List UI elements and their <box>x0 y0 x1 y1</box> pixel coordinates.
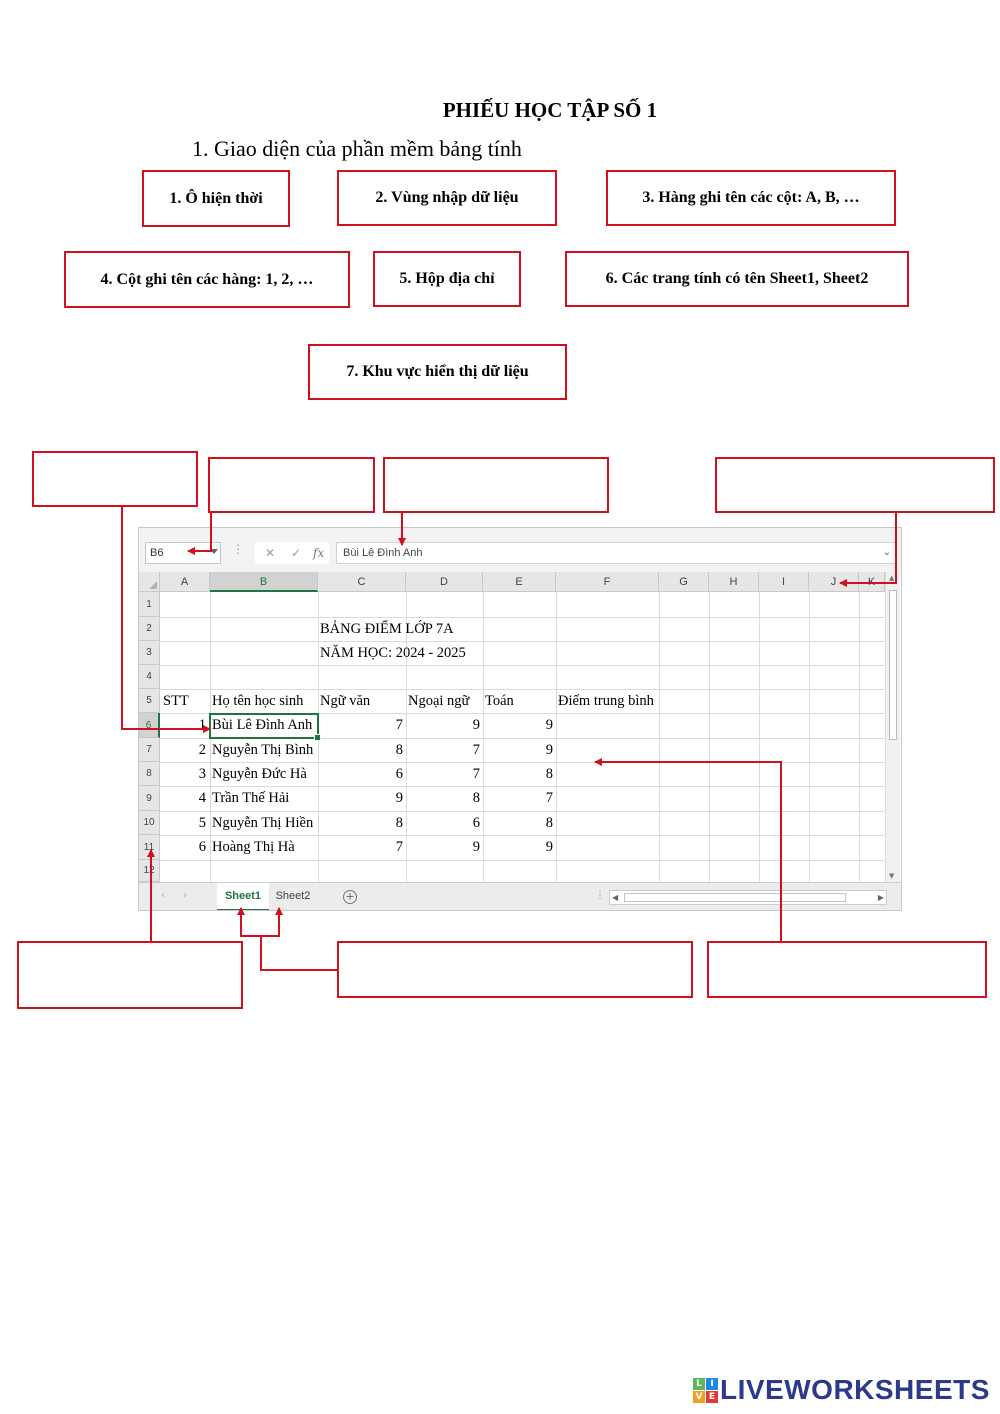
cell-stt: 1 <box>198 717 206 733</box>
chevron-left-icon: ◀ <box>612 893 619 902</box>
scroll-thumb <box>624 893 846 902</box>
cell-grid <box>139 572 885 882</box>
cell-ngoai-ngu: 7 <box>472 766 480 782</box>
cell-ngoai-ngu: 7 <box>472 742 480 758</box>
cell-toan: 8 <box>545 766 553 782</box>
logo-text: LIVEWORKSHEETS <box>720 1374 990 1405</box>
cell-ngoai-ngu: 9 <box>472 839 480 855</box>
formula-text: Bùi Lê Đình Anh <box>343 547 423 559</box>
cell-toan: 7 <box>545 790 553 806</box>
logo-letter: V <box>693 1391 705 1403</box>
drop-zone-2[interactable] <box>208 457 375 513</box>
answer-label-row-header[interactable]: 4. Cột ghi tên các hàng: 1, 2, … <box>64 251 350 308</box>
check-icon: ✓ <box>291 546 302 560</box>
gridline <box>160 617 885 618</box>
row-header-10: 10 <box>139 811 160 835</box>
cell-stt: 5 <box>198 815 206 831</box>
sheet-tab-bar <box>139 882 902 911</box>
row-header-12: 12 <box>139 860 160 882</box>
logo-icon <box>693 1378 717 1402</box>
horizontal-scrollbar <box>609 890 887 905</box>
cell-stt: 3 <box>198 766 206 782</box>
column-header-e: E <box>483 572 556 592</box>
gridline <box>160 641 885 642</box>
chevron-right-icon: ▶ <box>877 893 884 902</box>
formula-input <box>336 542 896 564</box>
chevron-down-icon <box>210 549 218 554</box>
column-header-b: B <box>210 572 318 592</box>
column-header-d: D <box>406 572 483 592</box>
cell-name: Hoàng Thị Hà <box>212 839 295 855</box>
gridline <box>160 665 885 666</box>
drop-zone-6[interactable] <box>337 941 693 998</box>
column-header-h: H <box>709 572 759 592</box>
column-header-k: K <box>859 572 885 592</box>
row-header-2: 2 <box>139 617 160 641</box>
formula-icons <box>255 542 329 564</box>
cell-toan: 8 <box>545 815 553 831</box>
vertical-scrollbar <box>885 572 900 882</box>
cell-name: Nguyễn Thị Bình <box>212 742 314 758</box>
worksheet-subtitle: 1. Giao diện của phần mềm bảng tính <box>192 136 522 161</box>
cell-ngoai-ngu: 8 <box>472 790 480 806</box>
header-diem-tb: Điểm trung bình <box>558 693 654 709</box>
cell-van: 8 <box>395 815 403 831</box>
tab-sheet2: Sheet2 <box>275 890 311 902</box>
gridline <box>556 592 557 882</box>
cell-van: 7 <box>395 839 403 855</box>
cell-stt: 6 <box>198 839 206 855</box>
header-toan: Toán <box>485 693 514 709</box>
cell-van: 7 <box>395 717 403 733</box>
chevron-left-icon: ‹ <box>161 890 165 901</box>
active-cell-border <box>209 713 319 739</box>
drop-zone-4[interactable] <box>715 457 995 513</box>
drop-zone-7[interactable] <box>707 941 987 998</box>
chevron-down-icon: ⌄ <box>882 547 891 558</box>
arrow-to-sheet-tabs <box>241 908 337 970</box>
row-header-7: 7 <box>139 738 160 762</box>
cell-ngoai-ngu: 9 <box>472 717 480 733</box>
chevron-down-icon: ▼ <box>889 872 895 880</box>
header-name: Họ tên học sinh <box>212 693 304 709</box>
cell-name: Trần Thế Hải <box>212 790 290 806</box>
cell-toan: 9 <box>545 839 553 855</box>
column-header-i: I <box>759 572 809 592</box>
row-header-9: 9 <box>139 786 160 811</box>
answer-label-name-box[interactable]: 5. Hộp địa chỉ <box>373 251 521 307</box>
gridline <box>809 592 810 882</box>
column-header-f: F <box>556 572 659 592</box>
gridline <box>709 592 710 882</box>
column-header-g: G <box>659 572 709 592</box>
arrow-to-sheet-tabs-2 <box>261 908 279 936</box>
answer-label-sheet-tabs[interactable]: 6. Các trang tính có tên Sheet1, Sheet2 <box>565 251 909 307</box>
scroll-thumb <box>889 590 897 740</box>
logo-letter: I <box>706 1378 718 1390</box>
spreadsheet-screenshot <box>138 527 902 911</box>
cell-name: Nguyễn Đức Hà <box>212 766 307 782</box>
more-vertical-icon: ⋮ <box>595 890 605 901</box>
drop-zone-1[interactable] <box>32 451 198 507</box>
cell-van: 8 <box>395 742 403 758</box>
column-header-j: J <box>809 572 859 592</box>
row-header-6: 6 <box>139 713 160 738</box>
column-header-c: C <box>318 572 406 592</box>
row-header-5: 5 <box>139 689 160 713</box>
chevron-right-icon: › <box>183 890 187 901</box>
chevron-up-icon: ▲ <box>889 574 895 582</box>
row-header-8: 8 <box>139 762 160 786</box>
answer-label-column-header[interactable]: 3. Hàng ghi tên các cột: A, B, … <box>606 170 896 226</box>
header-ngoai-ngu: Ngoại ngữ <box>408 693 470 709</box>
column-header-a: A <box>160 572 210 592</box>
answer-label-input-area[interactable]: 2. Vùng nhập dữ liệu <box>337 170 557 226</box>
logo-letter: L <box>693 1378 705 1390</box>
cell-stt: 4 <box>198 790 206 806</box>
cell-van: 9 <box>395 790 403 806</box>
cell-c3-year: NĂM HỌC: 2024 - 2025 <box>320 645 466 661</box>
select-all-corner <box>139 572 160 592</box>
row-header-3: 3 <box>139 641 160 665</box>
add-sheet-icon: + <box>343 890 357 904</box>
function-icon: fx <box>313 546 325 560</box>
gridline <box>759 592 760 882</box>
liveworksheets-logo <box>693 1372 990 1408</box>
header-van: Ngữ văn <box>320 693 371 709</box>
cell-toan: 9 <box>545 717 553 733</box>
cell-ngoai-ngu: 6 <box>472 815 480 831</box>
cell-name: Nguyễn Thị Hiền <box>212 815 314 831</box>
cell-c2-title: BẢNG ĐIỂM LỚP 7A <box>320 621 454 637</box>
cell-name: Bùi Lê Đình Anh <box>212 717 313 733</box>
drop-zone-3[interactable] <box>383 457 609 513</box>
answer-label-current-cell[interactable]: 1. Ô hiện thời <box>142 170 290 227</box>
logo-letter: E <box>706 1391 718 1403</box>
row-header-4: 4 <box>139 665 160 689</box>
cell-toan: 9 <box>545 742 553 758</box>
drop-zone-5[interactable] <box>17 941 243 1009</box>
close-icon: ✕ <box>265 546 276 560</box>
more-vertical-icon: ⋮ <box>232 542 244 556</box>
formula-bar <box>139 528 902 572</box>
gridline <box>160 860 885 861</box>
gridline <box>659 592 660 882</box>
row-header-11: 11 <box>139 835 160 860</box>
header-stt: STT <box>163 693 189 709</box>
answer-label-data-area[interactable]: 7. Khu vực hiển thị dữ liệu <box>308 344 567 400</box>
name-box: B6 <box>145 542 221 564</box>
row-header-1: 1 <box>139 592 160 617</box>
tab-sheet1: Sheet1 <box>217 883 269 911</box>
cell-van: 6 <box>395 766 403 782</box>
worksheet-title: PHIẾU HỌC TẬP SỐ 1 <box>442 98 658 122</box>
cell-stt: 2 <box>198 742 206 758</box>
gridline <box>859 592 860 882</box>
